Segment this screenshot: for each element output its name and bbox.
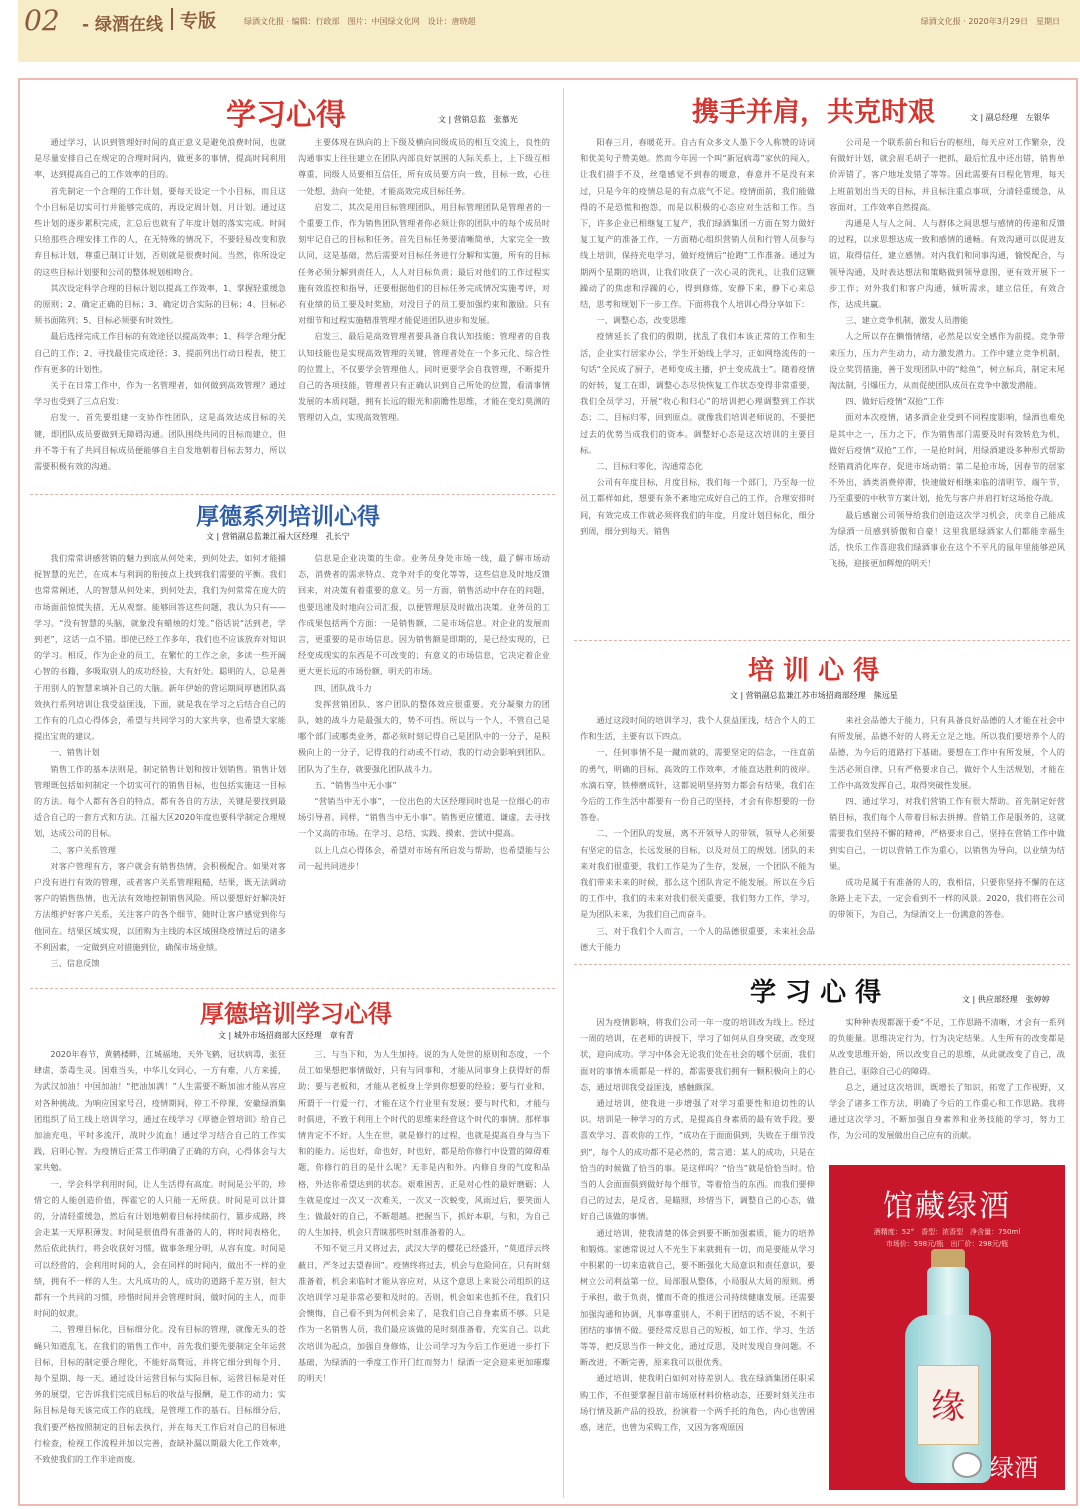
article-body-column: 2020年春节，黄鹤楼畔，江城福地，天外飞鹤，冠状病毒，张狂肆虐，荼毒生灵。国难当头，中华儿女同心，一方有难，八方来援，为武汉加油！中国加油！“把油加满！”人生需要不断加油才能从容应对各种挑战。为响应国家号召，疫情期间，停工不停课，安徽绿酒集团组织了员工线上培训学习，通过在线学习《厚德企管培训》给自己加油充电，平时多流汗，战时少流血！通过学习结合自己的工作实践，启明心智。为疫情后正常工作明确了正确的方向，心得体会与大家共勉。 一、学会科学利用时间，让人生活得有高度。时间是公平的，珍惜它的人能创造价值，挥霍它的人只能一无所获。时间是可以计算的，分清轻重缓急，然后有计划地朝着目标持续前行，篡步成路，终会走某一天厚积薄发。时间是很值得有准备的人的，将时间表格化，然后依此执行，将会收获好习惯，做事条理分明，从容有度。时间是可以经营的，会利用时间的人，会在同样的时间内，做出不一样的业绩，拥有不一样的人生。大凡成功的人，成功的道路千差万别，但大都有一个共同的习惯，珍惜时间并会管理时间，做时间的主人，而非时间的奴隶。 二、管理目标化，目标细分化。没有目标的管理，就像无头的苍蝇只知道乱飞。在我们的销售工作中，首先我们要先要制定全年运营目标，目标的制定要合理化，不能好高骛远，并将它细分到每个月、每个星期、每一天。通过设计运营目标与实际目标，运营目标是对任务的展望，它告诉我们完成目标后的收益与报酬，是工作的动力；实际目标是每天该完成工作的底线，是管理工作的基石。目标细分后，我们要严格按照制定的目标去执行，并在每天工作后对自己的目标进行检查，检视工作流程并加以完善，查缺补漏以期最大化工作效率，不致使我们的工作半途而废。 [34, 1049, 286, 1465]
product-advertisement [829, 1165, 1065, 1490]
page-header [18, 0, 1080, 62]
article-body-column: 公司是一个联系前台和后台的枢纽，每天应对工作繁杂，没有做好计划，就会眉毛胡子一把抓，最后忙乱中还出错，销售单价弄错了，客户地址发错了等等。因此需要有日程化管理，每天上班前划出当天的目标，并且标注重点事项，分清轻重缓急，从容面对，工作效率自然提高。 沟通是人与人之间、人与群体之间思想与感情的传递和反馈的过程，以求思想达成一致和感情的通畅。有效沟通可以促进友谊，取得信任，建立感情。对内我们和同事沟通，愉悦配合，与领导沟通，及时表达想法和策略做到领导意图，更有效开展下一步工作；对外我们和客户沟通，倾听需求，建立信任，有效合作，达成共赢。 三、建立竞争机制，激发人员潜能 人之所以存在懒惰情绪，必然是以安全感作为前提。竞争带来压力，压力产生动力，动力激发潜力。工作中建立竞争机制，设立奖罚措施，善于发现团队中的“鲶鱼”，树立标兵，制定末尾淘汰制，引爆压力，从而促使团队成员在竞争中激发潜能。 四、做好后疫情“双抢”工作 面对本次疫情，诸多酒企业受到不同程度影响，绿酒也难免是其中之一，压力之下，作为销售部门需要及时有效转危为机，做好后疫情“双抢”工作，一是抢时间，用绿酒建设多种形式帮助经销商消化库存，促进市场动销；第二是抢市场，因春节的居家不外出，酒类消费停滞，快速做好相继来临的清明节、端午节，乃至重要的中秋节方案计划，抢先与客户并肩打好这场抢夺战。 最后感谢公司领导给我们创造这次学习机会，庆幸自己能成为绿酒一员感到骄傲和自豪！这里我愿绿酒家人们都能幸福生活，快乐工作喜迎我们绿酒事业在这个不平凡的鼠年里能够逆风飞扬，迎接更加辉煌的明天！ [829, 137, 1065, 569]
ad-spec-line: 酒精度：52° 香型：浓香型 净含量：750ml [873, 1228, 1021, 1236]
page-number: 02 [24, 4, 60, 37]
watermark-text: 绿酒 [990, 1454, 1038, 1482]
article-author: 文 | 营销副总监兼江福大区经理 孔长宁 [206, 532, 350, 541]
article-author: 文 | 供应部经理 张婷婷 [962, 995, 1050, 1004]
article-title: 厚德系列培训心得 [196, 503, 380, 530]
article-body-column: 通过学习，认识到管理好时间的真正意义是避免浪费时间，也就是尽量安排自己在规定的合理时间内，做更多的事情，提高时间利用率，达到提高自己的工作效率的目的。 首先制定一个合理的工作计划，要每天设定一个小目标，而且这个小目标是切实可行并能够完成的，再设定周计划、月计划。通过这些计划的逐步累积完成，汇总后也就有了年度计划的落实完成。时间只给那些合理安排工作的人，在无特殊的情况下，不要轻易改变和放弃目标计划，尊重已制订计划，否则就是很费时间。当然，你所设定的这些目标计划要和公司的整体规划相吻合。 其次设定科学合理的目标计划以提高工作效率，1、掌握轻重缓急的原则；2、确定正确的目标；3、确定切合实际的目标；4、目标必须书面陈列；5、目标必须要有时效性。 最后选择完成工作目标的有效途径以提高效率；1、科学合理分配自己的工作；2、寻找最佳完成途径；3、提前列出行动日程表，使工作有更多的计划性。 关于在日常工作中，作为一名管理者，如何做到高效管理？通过学习也受到了三点启发： 启发一、首先要组建一支协作性团队，这是高效达成目标的关键，即团队成员要做到无障碍沟通。团队围绕共同的目标而建立，但并不等于有了共同目标成员便能够自主自发地朝着目标去努力，所以需要积极有效的沟通。 [34, 137, 286, 472]
article-body-column: 实种种表现都源于委“不足，工作思路不清晰，才会有一系列的负能量。思维决定行为，行为决定结果。人生所有的改变都是从改变思维开始，所以改变自己的思维，从此就改变了自己，战胜自己，驱除自己心的障碍。 总之，通过这次培训，既增长了知识，拓宽了工作视野，又学会了诸多工作方法，明确了今后的工作重心和工作思路。我将通过这次学习，不断加强自身素养和业务技能的学习，努力工作，为公司的发展做出自己应有的贡献。 [829, 1017, 1065, 1141]
article-author: 文 | 营销副总监兼江苏市场招商部经理 熊远星 [730, 691, 898, 700]
article-title: 学 习 心 得 [750, 978, 882, 1008]
article-body-column: 主要体现在纵向的上下级及横向同级成员的相互交流上，良性的沟通事实上往往建立在团队内部良好氛围的人际关系上，上下级互相尊重，同级人员要相互信任，所有成员要方向一致，目标一致，心往一处想，劲向一处使，才能高效完成目标任务。 启发二、其次是用目标管理团队，用目标管理团队是管理者的一个重要工作，作为销售团队管理者你必须让你的团队中的每个成员时刻牢记自己的目标和任务。首先目标任务要清晰简单，大家完全一致认同，这是基础，然后需要对目标任务进行分解和实施，所有的目标任务必须分解到责任人，人人对目标负责；最后对他们的工作过程实施有效监控和指导，还要根据他们的目标任务完成情况实施考评，对有业绩的员工要及时奖励，对没目子的员工要加强约束和激励。只有对细节和过程实施精准管理才能促进团队进步和发展。 启发三、最后是高效管理者要具备自我认知技能；管理者的自我认知技能也是实现高效管理的关键，管理者处在一个多元化、综合性的位置上，不仅要学会管理他人，同时更要学会自我管理，不断提升自己的各项技能，管理者只有正确认识到自己所处的位置，看清事情发展的本质问题，拥有长远的眼光和前瞻性思维，才能在变幻莫测的管理切入点，实现高效管理。 [298, 137, 550, 423]
article-body-column: 因为疫情影响，将我们公司一年一度的培训改为线上。经过一周的培训，在老师的讲授下，学习了如何从自身突破，改变现状，迎向成功。学习中体会无论我们处在社会的哪个层面，我们面对的事情本质都是一样的，都需要我们拥有一颗积极向上的心态，通过培训我受益匪浅，感触颇深。 通过培训，使我进一步增强了对学习重要性和迫切性的认识。培训是一种学习的方式，是提高自身素质的最有效手段。要喜欢学习、喜欢你的工作，“成功在于面面俱到，失败在于细节没到”，每个人的成功都不是必然的，常言道：某人的成功，只是在恰当的时候做了恰当的事。是这样吗？“恰当”就是恰恰当时。恰当的人会面面俱到做好每个细节，等着恰当的东西。而我们要伸自己的过去，是反省，是瞄照，珍惜当下，调整自己的心态，做好自己该做的事情。 通过培训，使我清楚的体会到要不断加强素质，能力的培养和锻炼。家德常说过人不光生下来就拥有一切，而是要能从学习中积累的一切来造就自己，要不断强化大局意识和责任意识，要树立公司利益第一位，局部服从整体，小局服从大局的原则。勇于承担，敢于负责，懂而不奇的推进公司持续健康发展。还需要加强沟通和协调，凡事尊重别人，不利于团结的话不说，不利于团结的事情不做。要经常反思自己的短板，如工作、学习、生活等等，把反思当作一种文化，通过反思，及时发现自身问题。不断改进，不断完善，原来我可以很优秀。 通过培训，使我明白如何对待差别人。我在绿酒集团任职采购工作，不但要掌握目前市场原材料价格动态，还要时刻关注市场行情及新产品的投放，扮演着一个两手托的角色，内心也曾困惑，迷茫，也曾为采购工作，又因为客观原因 [580, 1017, 815, 1433]
section-rule [30, 494, 555, 495]
header-credits: 绿酒文化报 · 编辑：行政部 图片：中国绿文化网 设计：唐晓超 [244, 17, 476, 26]
article-author: 文 | 城外市场招商部大区经理 章有青 [218, 1031, 354, 1040]
wechat-icon [952, 1452, 982, 1478]
article-title: 携手并肩，共克时艰 [692, 97, 935, 128]
article-title: 厚德培训学习心得 [200, 999, 392, 1028]
article-title: 学习心得 [226, 98, 346, 133]
ad-title: 馆藏绿酒 [883, 1189, 1011, 1224]
header-date: 绿酒文化报 · 2020年3月29日 星期日 [920, 17, 1060, 26]
article-body-column: 阳春三月，春暖花开。自古有众多文人墨下令人称赞的诗词和优美句子赞美她。然而今年因一个叫“新冠病毒”家伙的闯入，让我们措手不及，丝毫感觉不到春的暖意，春意并不是没有来过，只是今年的疫情总是的有点底气不足。疫情面前，我们能做得的不是恐慌和抱怨，而是以积极的心态应对生活和工作。当下，许多企业已相继复工复产，我们绿酒集团一方面在努力做好复工复产的准备工作，一方面精心组织营销人员和行管人员参与线上培训，保持充电学习，做好疫情后“抢跑”工作准备。通过为期两个星期的培训，让我们收获了一次心灵的洗礼，让我们这颗躁动了的焦虑和浮躁的心，得到修炼，安静下来，静下心来总结，思考和规划下一步工作。下面将我个人培训心得分享如下： 一、调整心态，改变思维 疫情延长了我们的假期，扰乱了我们本该正常的工作和生活，企业实行居家办公，学生开始线上学习，正如网络流传的一句话“全民成了厨子，老师变成主播，护士变成战士”。随着疫情的好转，复工在即，调整心态尽快恢复工作状态变得非常重要，我们全员学习，开展“收心和归心”的培训把心理调整到工作状态；二、目标归零，回到原点。就像我们培训老师说的，不要把过去的优势当成我们的资本。调整好心态是这次培训的主要目标。 二、目标归零化，沟通常态化 公司有年度目标，月度目标，我们每一个部门，乃至每一位员工都样如此，想要有条不紊地完成好自己的工作，合理安排时间，有效完成工作就必须将我们的年度，月度计划目标化，细分到周，细分到每天。销售 [580, 137, 815, 536]
section-rule [574, 640, 1070, 641]
article-author: 文 | 副总经理 左银华 [970, 113, 1050, 122]
article-body-column: 信息是企业决策的生命。业务员身处市场一线，最了解市场动态，消费者的需求特点、竞争对手的变化等等，这些信息及时地反馈回来，对决策有着重要的意义。另一方面，销售活动中存在的问题，也要迅速及时地向公司汇报，以便管理层及时做出决策。业务员的工作成果包括两个方面：一是销售额，二是市场信息。对企业的发展而言，更重要的是市场信息。因为销售额是即期的，是已经实现的，已经变成现实的东西是不可改变的；有意义的市场信息，它决定着企业更大更长远的市场份额、明天的市场。 四、团队战斗力 发挥营销团队、客户团队的整体效应很重要。充分凝聚力的团队，她的战斗力是最强大的，势不可挡。所以与一个人，不管自己是哪个部门或哪类业务，都必须时刻记得自己是团队中的一分子，是积极向上的一分子，记得我的行动或不行动，我的行动会影响到团队。团队为了生存，就要强化团队战斗力。 五、“销售当中无小事” “营销当中无小事”，一位出色的大区经理同时也是一位细心的市场引导者。同样，“销售当中无小事”。销售更应懂道、谦虚，去寻找一个又高的市场。在学习、总结、实践、摸索、尝试中提高。 以上几点心得体会，希望对市场有所启发与帮助，也希望能与公司一起共同进步！ [298, 553, 550, 871]
section-rule [574, 964, 1070, 965]
article-title: 培 训 心 得 [748, 656, 880, 686]
column-name: 专版 [180, 11, 216, 32]
column-divider [563, 88, 564, 1498]
ad-price-line: 市场价：598元/瓶 出厂价：298元/瓶 [885, 1240, 1009, 1248]
article-body-column: 我们常常讲感营销的魅力到底从何处来，到何处去，如何才能捕捉智慧的光芒，在成本与利润的衔接点上找到我们需要的平衡。我们也常常阐述，人的智慧从何处来，到何处去，我们为何常常在庞大的市场面前惊慌失措，无从观察。能够回答这些问题，我认为只有——学习。“没有智慧的头脑，就象没有蜡烛的灯笼。”俗话说“活到老，学到老”，这话一点不错。即使已经工作多年，我们也不应该放弃对知识的学习。相反，作为企业的员工，在繁忙的工作之余，多读一些开阔心智的书籍，多吸取别人的成功经验，大有好处。聪明的人，总是善于用别人的智慧来填补自己的大脑。新年伊始的营运期间厚德团队高效执行系列培训让我受益匪浅，下面，就是我在学习之后结合自己的工作有的几点心得体会，希望与共同学习的大家共享，也希望大家能提出宝贵的建议。 一、销售计划 销售工作的基本法则是，制定销售计划和按计划销售。销售计划管理既包括如何制定一个切实可行的销售目标，也包括实施这一目标的方法。每个人都有各自的特点，都有各自的方法，关键是要找到最适合自己的一套方式和方法。江福大区2020年度也要科学制定合理规划，达成公司的目标。 二、客户关系管理 对客户管理有方，客户就会有销售热情，会积极配合。如果对客户没有进行有效的管理，或者客户关系管理粗糙，结果，既无法调动客户的销售热情，也无法有效地控制销售风险。所以要想好好解决好方法维护好客户关系，关注客户的各个细节，随时让客户感觉到你与他同在。结果区域实现，以团购为主线的本区域围绕疫情过后的诸多不利因素，一定做到应对措施到位，确保市场业绩。 三、信息反馈 [34, 553, 286, 969]
article-body-column: 三、与当下和，为人生加持。说的为人处世的原则和态度，一个员工如果想把事情做好，只有与同事和，才能从同事身上获得好的帮助；要与老板和，才能从老板身上学到你想要的经验；要与行业和，所谓干一行爱一行，才能在这个行业里有发展；要与时代和，才能与时俱进，不致于利用上个时代的思维来经营这个时代的事情。那样事情肯定不不好。人生在世，就是修行的过程，也就是提高自身与当下和的能力。运也好，命也好，时也好，都是给你修行中设置的障碍难题，你修行的目的是什么呢？无非是内和外。内修自身的气度和品格，外达你希望达到的状态。艰难困苦，正是对心性的最好磨砺；人生就是度过一次又一次难关，一次又一次蜕变，风雨过后，要笑面人生；做最好的自己，不断超越。把握当下，抓好本职，与和，为自己的人生加持，机会只青睐那些时刻准备着的人。 不知不觉三月又将过去，武汉大学的樱花已经盛开，“莫道浮云终蔽日，严冬过去望春回”。疫情终将过去，机会与危险同在，只有时刻准备着，机会来临时才能从容应对，从这个意思上来说公司组织的这次培训学习是非常必要和及时的。否则，机会如来也抓不住，我们只会懊悔，自己看不到为何机会来了，是我们自己自身素质不够。只是作为一名销售人员，我们最应该做的是时刻准备着，充实自己。以此次培训为起点，加强自身修炼，让公司学习为今后工作更进一步打下基础，为绿酒的一季度工作开门红而努力！绿酒一定会迎来更加璀璨的明天！ [298, 1049, 550, 1384]
article-body-column: 来社会品德大于能力，只有具备良好品德的人才能在社会中有所发展，品德不好的人将无立足之地。所以我们要培养个人的品德，为今后的道路打下基础。要想在工作中有所发展，个人的生活必须自律，只有严格要求自己，做好个人生活规划，才能在工作中高效发挥自己，取得突破性发展。 四、通过学习，对我们营销工作有很大帮助。首先制定好营销目标，我们每个人带着目标去拼搏。营销工作是服务的，这就需要我们坚持不懈的精神，严格要求自己，坚持在营销工作中做到实自己，一切以营销工作为重心，以销售为导向，以业绩为结果。 成功是属于有准备的人的，我相信，只要你坚持不懈的在这条路上走下去，一定会看到不一样的风景。2020，我们将在公司的带领下，为自己，为绿酒交上一份满意的答卷。 [829, 715, 1065, 920]
article-author: 文 | 营销总监 张慕光 [438, 115, 518, 124]
section-name: - 绿酒在线 [82, 15, 163, 35]
wechat-watermark [952, 1446, 1070, 1486]
bottle-label-glyph: 缘 [931, 1387, 965, 1427]
article-body-column: 通过这段时间的培训学习，我个人获益匪浅，结合个人的工作和生活，主要有以下四点。 一、任何事情不是一蹴而就的，需要坚定的信念，一往直前的勇气，明确的目标，高效的工作效率，才能直达胜利的彼岸。水滴石穿，铁棒磨成针，这都说明坚持努力都会有结果，我们在今后的工作生活中都要有一份自己的坚持，才会有你想要的一份答卷。 二、一个团队的发展，离不开领导人的带领，领导人必须要有坚定的信念，长远发展的目标，以及对员工的规划。团队的未来对我们很重要，我们工作是为了生存，发展，一个团队不能为我们带来未来的时候，那么这个团队肯定不能发展。所以在今后的工作中，我们的未来对我们很关重要，我们努力工作，学习，是为团队未来，为我们自己而奋斗。 三、对于我们个人而言，一个人的品德很重要，未来社会品德大于能力 [580, 715, 815, 952]
section-rule [30, 988, 555, 989]
header-divider [171, 8, 173, 30]
